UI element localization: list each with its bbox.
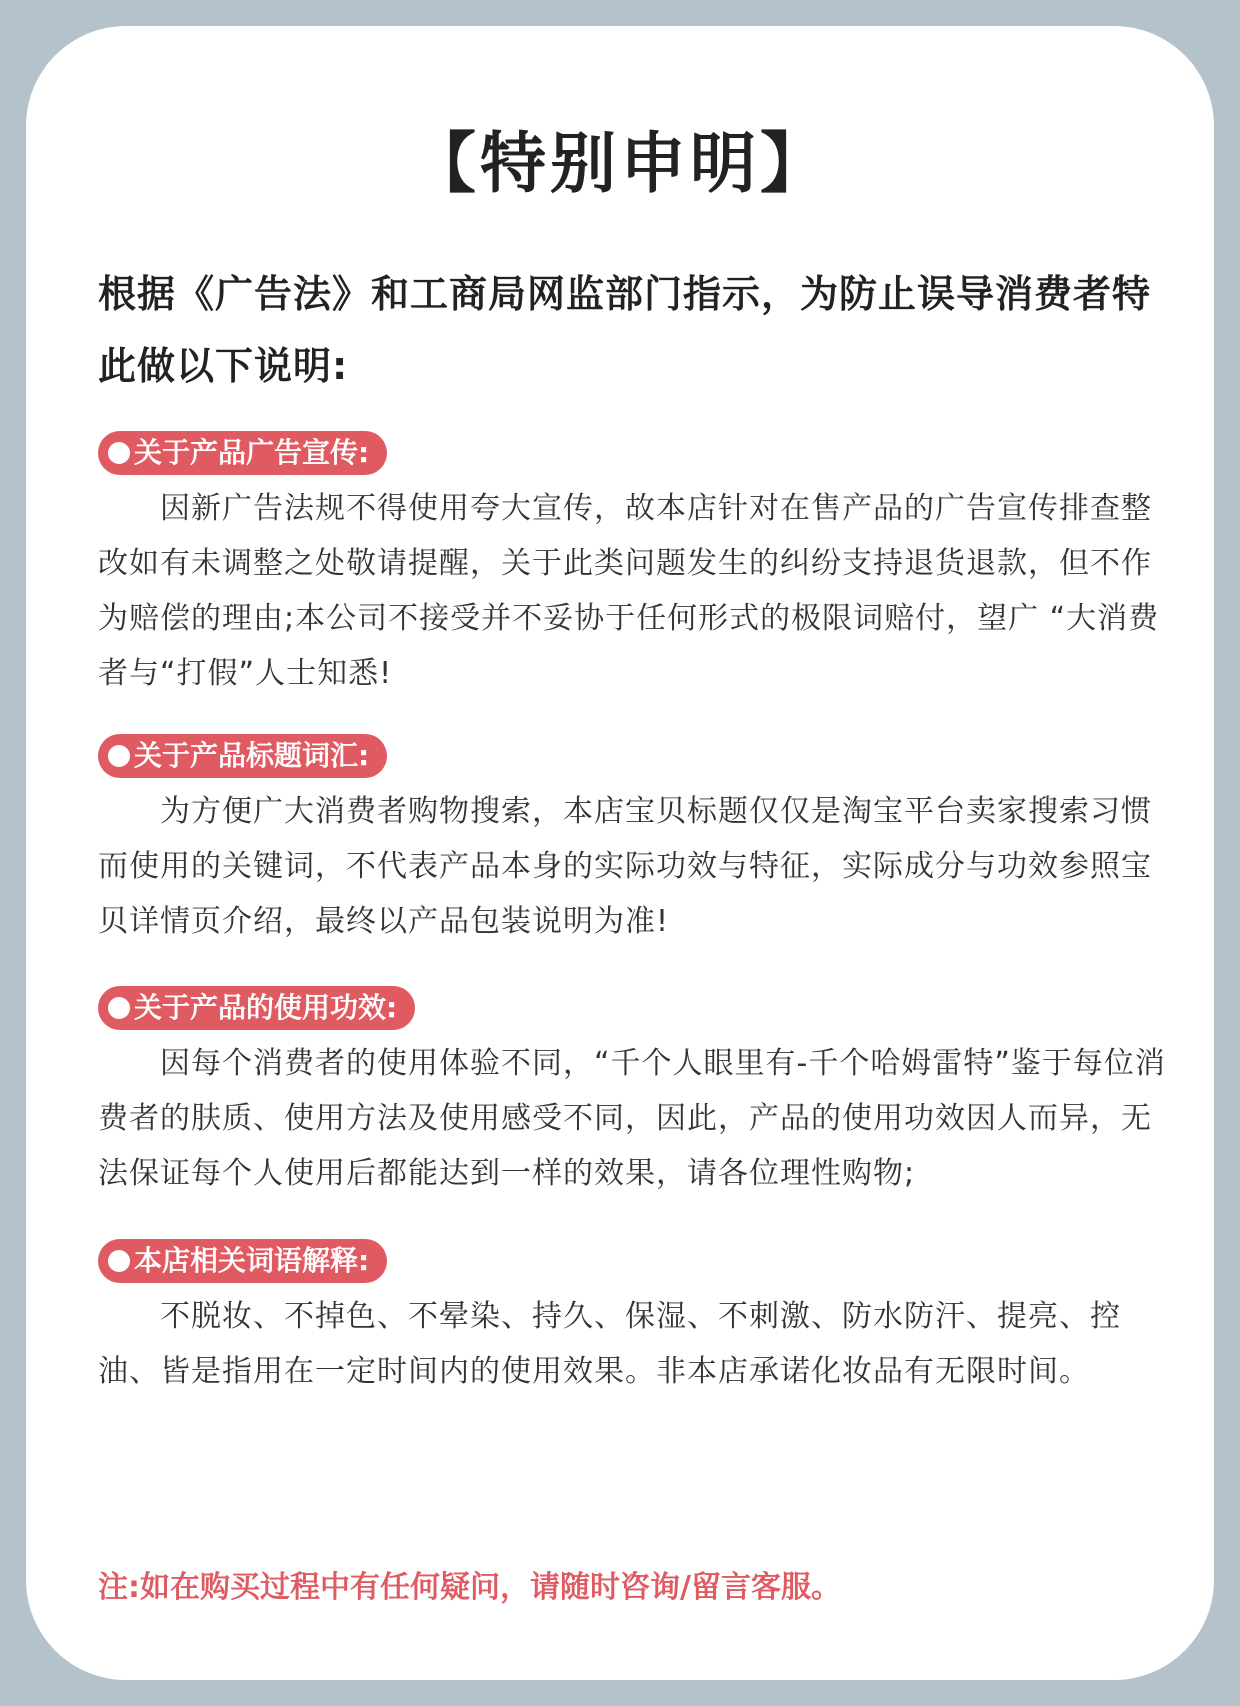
section-badge (98, 1239, 387, 1283)
customer-service-note: 注:如在购买过程中有任何疑问，请随时咨询/留言客服。 (98, 1570, 841, 1605)
section-body: 不脱妆、不掉色、不晕染、持久、保湿、不刺激、防水防汗、提亮、控油、皆是指用在一定时间内的使用效果。非本店承诺化妆品有无限时间。 (98, 1299, 1121, 1389)
section-badge (98, 986, 415, 1030)
bullet-dot-icon (108, 997, 130, 1019)
page-title: 【特别申明】 (410, 125, 830, 202)
section-heading: 关于产品广告宣传: (134, 436, 370, 469)
section-heading: 关于产品标题词汇: (134, 739, 370, 772)
section-badge (98, 431, 387, 475)
bullet-dot-icon (108, 745, 130, 767)
notice-card (26, 26, 1214, 1680)
section-body: 因新广告法规不得使用夸大宣传，故本店针对在售产品的广告宣传排查整改如有未调整之处敬请提醒，关于此类问题发生的纠纷支持退货退款，但不作为赔偿的理由;本公司不接受并不妥协于任何形式的极限词赔付，望广 “大消费者与“打假”人士知悉! (98, 491, 1160, 691)
bullet-dot-icon (108, 1250, 130, 1272)
section-ad-promotion (98, 431, 1178, 701)
section-title-keywords (98, 734, 1178, 949)
section-badge (98, 734, 387, 778)
section-heading: 本店相关词语解释: (134, 1244, 370, 1277)
section-body: 为方便广大消费者购物搜索，本店宝贝标题仅仅是淘宝平台卖家搜索习惯而使用的关键词，不代表产品本身的实际功效与特征，实际成分与功效参照宝贝详情页介绍，最终以产品包装说明为准! (98, 794, 1152, 939)
section-usage-effect (98, 986, 1178, 1201)
section-body: 因每个消费者的使用体验不同，“千个人眼里有-千个哈姆雷特”鉴于每位消费者的肤质、使用方法及使用感受不同，因此，产品的使用功效因人而异，无法保证每个人使用后都能达到一样的效果，请各位理性购物; (98, 1046, 1166, 1191)
intro-text: 根据《广告法》和工商局网监部门指示，为防止误导消费者特此做以下说明: (98, 272, 1152, 388)
bullet-dot-icon (108, 442, 130, 464)
section-term-explanation (98, 1239, 1178, 1399)
section-heading: 关于产品的使用功效: (134, 991, 398, 1024)
